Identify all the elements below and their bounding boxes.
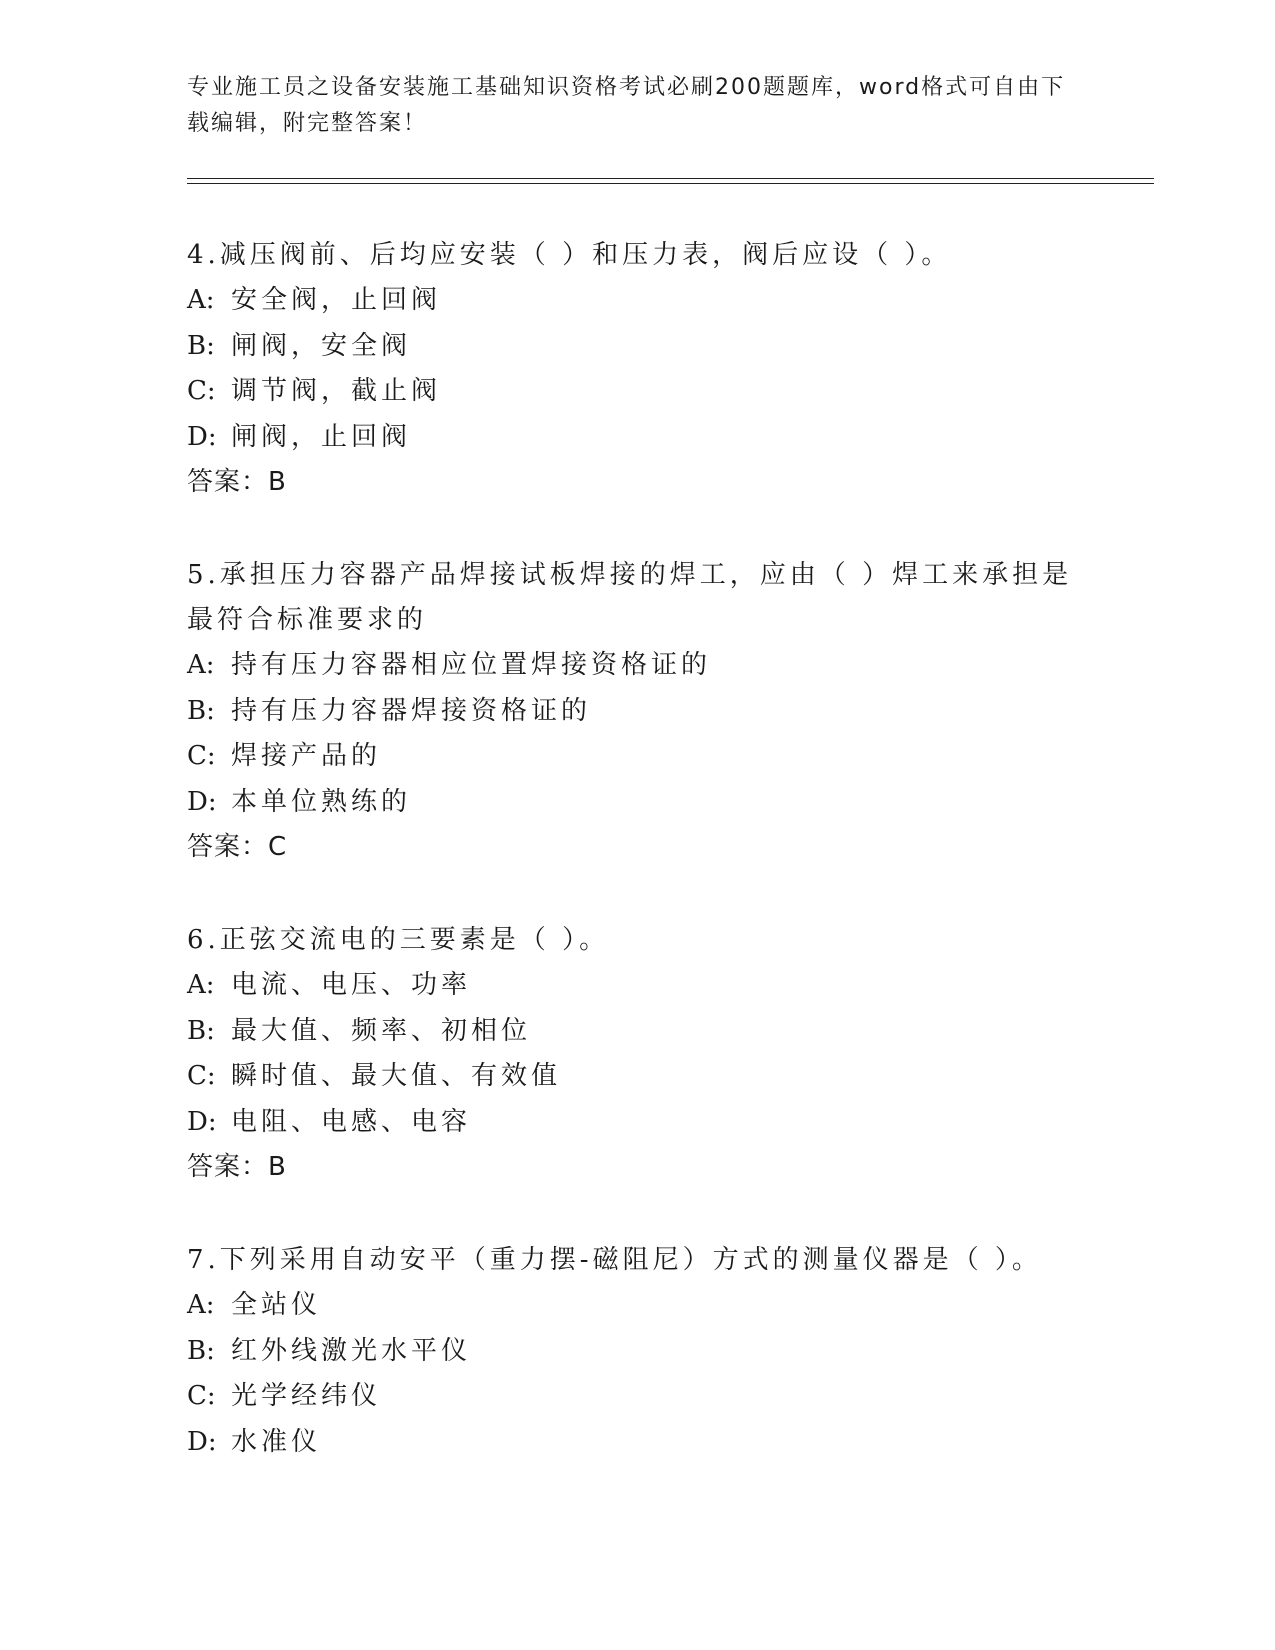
- option-key: D:: [187, 1106, 217, 1137]
- answer-line: 答案：C: [187, 832, 288, 862]
- option-key: A:: [187, 1290, 215, 1320]
- answer-line: 答案：B: [187, 1152, 287, 1182]
- option-a: [187, 278, 1087, 324]
- question-stem: 6.正弦交流电的三要素是（ ）。: [187, 925, 610, 955]
- answer-line: 答案：B: [187, 467, 287, 497]
- option-text: 光学经纬仪: [231, 1381, 382, 1411]
- question-7: [187, 1238, 1087, 1465]
- option-d: [187, 1100, 1087, 1146]
- option-text: 瞬时值、最大值、有效值: [231, 1061, 562, 1091]
- option-text: 全站仪: [231, 1290, 322, 1320]
- option-a: [187, 1283, 1087, 1329]
- option-text: 红外线激光水平仪: [231, 1335, 472, 1366]
- question-stem: 4.减压阀前、后均应安装（ ）和压力表，阀后应设（ ）。: [187, 240, 952, 270]
- option-c: [187, 1054, 1087, 1100]
- option-key: C:: [187, 1061, 216, 1091]
- question-5: [187, 553, 1087, 870]
- question-6: [187, 918, 1087, 1190]
- option-key: C:: [187, 741, 216, 771]
- question-4: [187, 233, 1087, 505]
- option-key: B:: [187, 330, 215, 361]
- option-c: [187, 734, 1087, 780]
- question-stem: 7.下列采用自动安平（重力摆-磁阻尼）方式的测量仪器是（ ）。: [187, 1245, 1042, 1275]
- option-key: D:: [187, 1426, 217, 1457]
- option-text: 电阻、电感、电容: [231, 1106, 472, 1137]
- option-d: [187, 415, 1087, 461]
- option-c: [187, 369, 1087, 415]
- option-key: C:: [187, 1381, 216, 1411]
- question-stem: 5.承担压力容器产品焊接试板焊接的焊工，应由（ ）焊工来承担是最符合标准要求的: [187, 560, 1073, 635]
- option-a: [187, 643, 1087, 689]
- option-c: [187, 1374, 1087, 1420]
- option-text: 调节阀，截止阀: [231, 376, 442, 406]
- option-key: B:: [187, 695, 215, 726]
- option-b: [187, 324, 1087, 370]
- option-b: [187, 1329, 1087, 1375]
- document-title: 专业施工员之设备安装施工基础知识资格考试必刷200题题库，word格式可自由下载编辑，附完整答案！: [187, 75, 1066, 136]
- option-text: 安全阀，止回阀: [231, 285, 442, 315]
- option-text: 持有压力容器相应位置焊接资格证的: [231, 650, 712, 680]
- option-text: 闸阀，止回阀: [231, 421, 412, 452]
- option-d: [187, 1420, 1087, 1466]
- option-key: A:: [187, 285, 215, 315]
- option-text: 焊接产品的: [231, 741, 382, 771]
- option-text: 持有压力容器焊接资格证的: [231, 695, 592, 726]
- option-key: A:: [187, 970, 215, 1000]
- option-b: [187, 1009, 1087, 1055]
- option-text: 闸阀，安全阀: [231, 330, 412, 361]
- question-list: [187, 233, 1087, 1513]
- document-header: [187, 70, 1067, 142]
- option-key: A:: [187, 650, 215, 680]
- header-divider-bottom: [187, 183, 1154, 184]
- option-text: 电流、电压、功率: [231, 970, 472, 1000]
- header-divider-top: [187, 178, 1154, 179]
- option-key: B:: [187, 1015, 215, 1046]
- option-key: B:: [187, 1335, 215, 1366]
- option-b: [187, 689, 1087, 735]
- option-text: 水准仪: [231, 1426, 322, 1457]
- option-key: C:: [187, 376, 216, 406]
- option-key: D:: [187, 421, 217, 452]
- option-text: 最大值、频率、初相位: [231, 1015, 532, 1046]
- option-key: D:: [187, 786, 217, 817]
- option-a: [187, 963, 1087, 1009]
- option-text: 本单位熟练的: [231, 786, 412, 817]
- option-d: [187, 780, 1087, 826]
